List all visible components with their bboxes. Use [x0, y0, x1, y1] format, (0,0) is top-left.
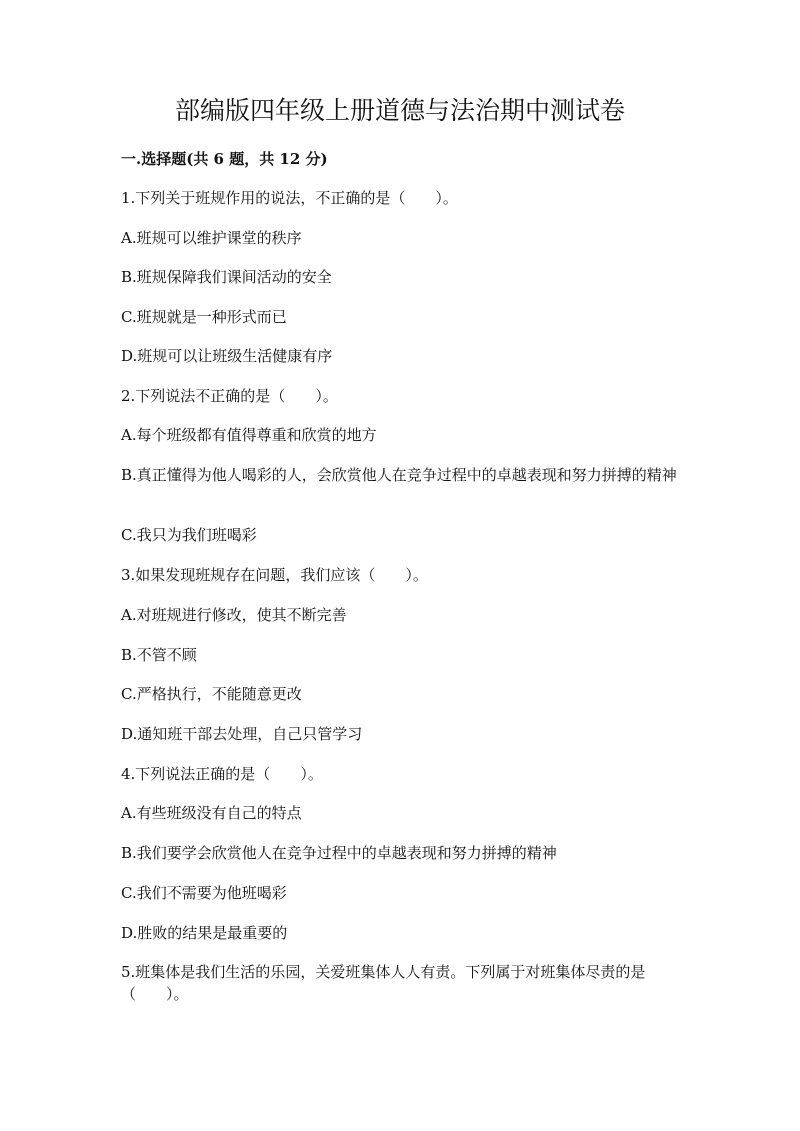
question-4-option-a: A.有些班级没有自己的特点 [121, 804, 302, 822]
question-4-option-d: D.胜败的结果是最重要的 [121, 924, 288, 942]
question-4-option-c: C.我们不需要为他班喝彩 [121, 884, 287, 902]
question-2-option-a: A.每个班级都有值得尊重和欣赏的地方 [121, 426, 377, 444]
question-4-option-b: B.我们要学会欣赏他人在竞争过程中的卓越表现和努力拼搏的精神 [121, 844, 557, 862]
question-1-option-d: D.班规可以让班级生活健康有序 [121, 347, 333, 365]
question-1-stem: 1.下列关于班规作用的说法，不正确的是（ ）。 [121, 189, 458, 207]
question-5-stem: 5.班集体是我们生活的乐园，关爱班集体人人有责。下列属于对班集体尽责的是（ ）。 [121, 963, 646, 1003]
question-3-option-d: D.通知班干部去处理，自己只管学习 [121, 725, 363, 743]
question-1-option-c: C.班规就是一种形式而已 [121, 308, 287, 326]
question-4-stem: 4.下列说法正确的是（ ）。 [121, 765, 323, 783]
question-1-option-a: A.班规可以维护课堂的秩序 [121, 229, 302, 247]
question-3-stem: 3.如果发现班规存在问题，我们应该（ ）。 [121, 566, 428, 584]
question-2-option-b: B.真正懂得为他人喝彩的人，会欣赏他人在竞争过程中的卓越表现和努力拼搏的精神 [121, 466, 677, 484]
question-1-option-b: B.班规保障我们课间活动的安全 [121, 268, 332, 286]
question-2-stem: 2.下列说法不正确的是（ ）。 [121, 387, 338, 405]
section-heading: 一.选择题(共 6 题，共 12 分) [121, 150, 328, 168]
question-2-option-c: C.我只为我们班喝彩 [121, 526, 257, 544]
page-title: 部编版四年级上册道德与法治期中测试卷 [174, 96, 625, 125]
question-3-option-c: C.严格执行，不能随意更改 [121, 685, 302, 703]
question-3-option-b: B.不管不顾 [121, 646, 197, 664]
question-3-option-a: A.对班规进行修改，使其不断完善 [121, 606, 347, 624]
